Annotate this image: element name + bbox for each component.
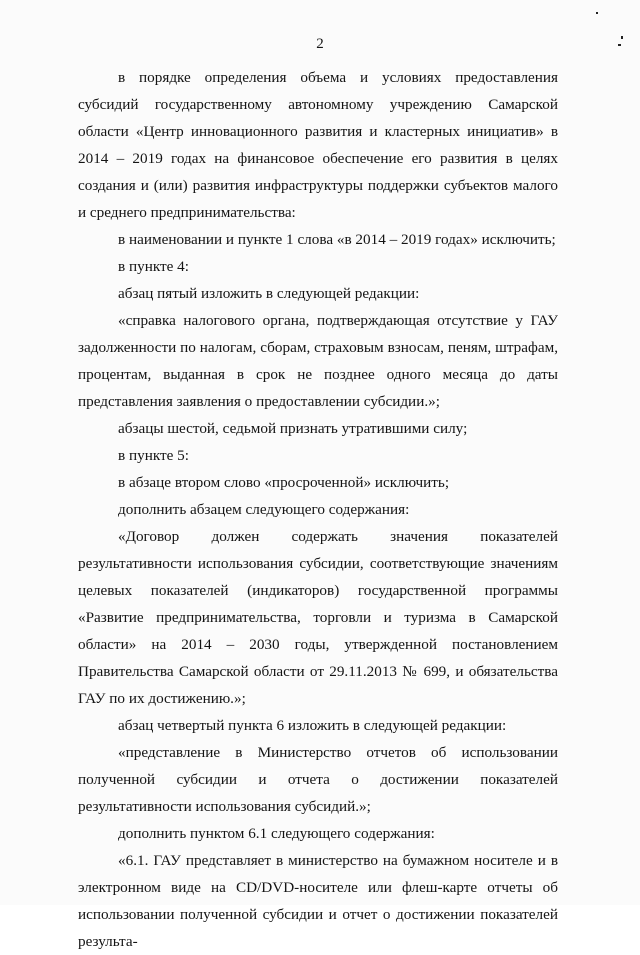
paragraph: в пункте 5: bbox=[118, 447, 189, 464]
paragraph: абзацы шестой, седьмой признать утратившими силу; bbox=[118, 420, 468, 437]
document-body bbox=[78, 64, 558, 955]
paragraph: абзац четвертый пункта 6 изложить в следующей редакции: bbox=[118, 717, 507, 734]
paragraph: в наименовании и пункте 1 слова «в 2014 – 2019 годах» исключить; bbox=[118, 231, 556, 248]
scan-speck bbox=[618, 44, 621, 46]
scan-speck bbox=[596, 12, 598, 14]
paragraph: «справка налогового органа, подтверждающая отсутствие у ГАУ задолженности по налогам, сборам, страховым взносам, пеням, штрафам, процентам, выданная в срок не позднее одного месяца до даты представления заявления о предоставлении субсидии.»; bbox=[78, 312, 558, 410]
scan-speck bbox=[621, 36, 623, 39]
paragraph: абзац пятый изложить в следующей редакции: bbox=[118, 285, 420, 302]
paragraph: в пункте 4: bbox=[118, 258, 189, 275]
paragraph: «Договор должен содержать значения показателей результативности использования субсидии, соответствующие значениям целевых показателей (индикаторов) государственной программы «Развитие предпринимательства, торговли и туризма в Самарской области» на 2014 – 2030 годы, утвержденной постановлением Правительства Самарской области от 29.11.2013 № 699, и обязательства ГАУ по их достижению.»; bbox=[78, 528, 558, 707]
paragraph: «6.1. ГАУ представляет в министерство на бумажном носителе и в электронном виде на CD/DVD-носителе или флеш-карте отчеты об использовании полученной субсидии и отчет о достижении показателей результа- bbox=[78, 852, 558, 950]
paragraph: дополнить пунктом 6.1 следующего содержания: bbox=[118, 825, 435, 842]
paragraph: в абзаце втором слово «просроченной» исключить; bbox=[118, 474, 450, 491]
page-number: 2 bbox=[316, 36, 324, 52]
paragraph: в порядке определения объема и условиях предоставления субсидий государственному автономному учреждению Самарской области «Центр инновационного развития и кластерных инициатив» в 2014 – 2019 годах на финансовое обеспечение его развития в целях создания и (или) развития инфраструктуры поддержки субъектов малого и среднего предпринимательства: bbox=[78, 69, 558, 221]
paragraph: дополнить абзацем следующего содержания: bbox=[118, 501, 410, 518]
paragraph: «представление в Министерство отчетов об использовании полученной субсидии и отчета о достижении показателей результативности использования субсидий.»; bbox=[78, 744, 558, 815]
